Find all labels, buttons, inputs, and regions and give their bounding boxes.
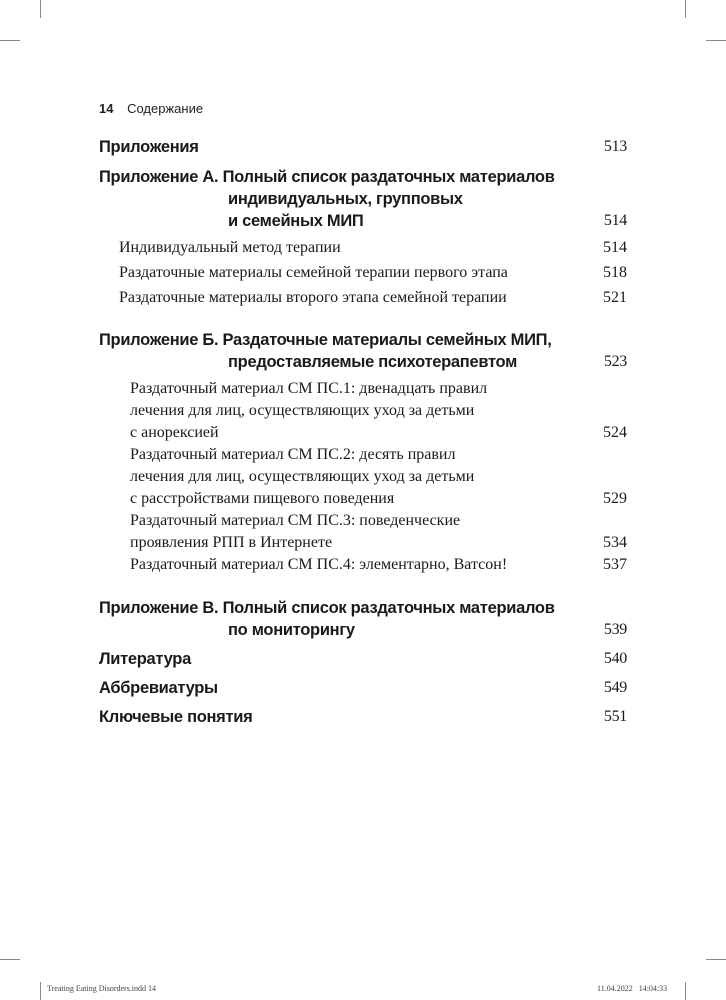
- toc-entry-title: Раздаточный материал СМ ПС.4: элементарно, Ватсон!: [130, 556, 508, 573]
- toc-entry[interactable]: [99, 677, 627, 699]
- page-number: 14: [99, 101, 114, 116]
- toc-entry-page: 514: [603, 212, 627, 229]
- toc-entry[interactable]: [99, 554, 627, 576]
- toc-entry[interactable]: [99, 287, 627, 309]
- toc-entry-title: Приложение Б. Раздаточные материалы семейных МИП,: [99, 331, 552, 349]
- toc-entry-title: Приложения: [99, 138, 199, 156]
- crop-mark: [0, 959, 20, 960]
- toc-entry-page: 523: [603, 353, 627, 370]
- toc-entry-page: 537: [603, 556, 627, 573]
- toc-entry-title: Раздаточные материалы второго этапа семейной терапии: [119, 289, 507, 306]
- toc-entry[interactable]: [99, 648, 627, 670]
- toc-entry[interactable]: [99, 706, 627, 728]
- crop-mark: [685, 0, 686, 18]
- toc-entry-title: Индивидуальный метод терапии: [119, 239, 341, 256]
- toc-entry-title: Приложение В. Полный список раздаточных материалов: [99, 599, 555, 617]
- toc-entry-page: 524: [603, 424, 627, 441]
- toc-entry[interactable]: [99, 378, 627, 444]
- toc-entry-title: предоставляемые психотерапевтом: [228, 353, 517, 371]
- toc-entry[interactable]: [99, 136, 627, 158]
- toc-entry-title: Раздаточный материал СМ ПС.1: двенадцать правил: [130, 380, 488, 397]
- toc-entry[interactable]: [99, 329, 627, 373]
- toc-entry-title: индивидуальных, групповых: [228, 190, 463, 208]
- toc-entry-title: лечения для лиц, осуществляющих уход за детьми: [130, 402, 475, 419]
- toc-entry-page: 529: [603, 490, 627, 507]
- toc-entry-title: Литература: [99, 650, 191, 668]
- toc-entry-page: 551: [603, 708, 627, 725]
- toc-entry[interactable]: [99, 510, 627, 554]
- toc-entry-page: 549: [603, 679, 627, 696]
- running-head: [99, 101, 203, 116]
- toc-entry-page: 518: [603, 264, 627, 281]
- footer-timestamp: 11.04.2022 14:04:33: [597, 984, 668, 993]
- crop-mark: [706, 959, 726, 960]
- toc-entry[interactable]: [99, 597, 627, 641]
- toc-entry[interactable]: [99, 166, 627, 232]
- toc-entry-title: Приложение А. Полный список раздаточных материалов: [99, 168, 555, 186]
- toc-entry-page: 521: [603, 289, 627, 306]
- toc-entry-title: Раздаточные материалы семейной терапии первого этапа: [119, 264, 508, 281]
- toc-entry[interactable]: [99, 444, 627, 510]
- footer-file: Treating Eating Disorders.indd 14: [47, 984, 157, 993]
- toc-entry-title: Раздаточный материал СМ ПС.3: поведенческие: [130, 512, 461, 529]
- toc-entry[interactable]: [99, 262, 627, 284]
- toc-entry-page: 539: [603, 621, 627, 638]
- crop-mark: [0, 40, 20, 41]
- toc-entry-title: с расстройствами пищевого поведения: [130, 490, 395, 507]
- toc-entry-title: проявления РПП в Интернете: [130, 534, 333, 551]
- toc-entry-title: лечения для лиц, осуществляющих уход за детьми: [130, 468, 475, 485]
- toc-entry-page: 534: [603, 534, 627, 551]
- toc-entry-title: Ключевые понятия: [99, 708, 253, 726]
- toc-entry-title: по мониторингу: [228, 621, 355, 639]
- crop-mark: [40, 982, 41, 1000]
- crop-mark: [685, 982, 686, 1000]
- toc-entry-title: Раздаточный материал СМ ПС.2: десять правил: [130, 446, 456, 463]
- running-title: Содержание: [127, 101, 204, 116]
- toc-entry-title: и семейных МИП: [228, 212, 364, 230]
- toc-entry-title: Аббревиатуры: [99, 679, 218, 697]
- toc-entry-title: с анорексией: [130, 424, 219, 441]
- crop-mark: [706, 40, 726, 41]
- toc-entry[interactable]: [99, 237, 627, 259]
- crop-mark: [40, 0, 41, 18]
- toc-entry-page: 514: [603, 239, 627, 256]
- toc-entry-page: 513: [603, 138, 627, 155]
- toc-entry-page: 540: [603, 650, 627, 667]
